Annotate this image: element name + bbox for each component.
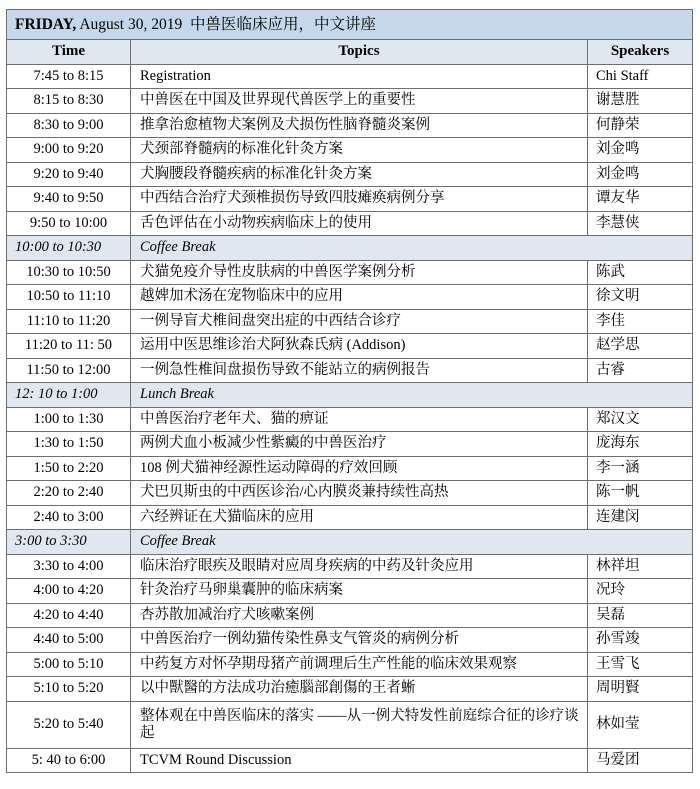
time-cell: 5:10 to 5:20 — [7, 677, 131, 702]
time-cell: 1:50 to 2:20 — [7, 456, 131, 481]
time-cell: 2:40 to 3:00 — [7, 505, 131, 530]
time-cell: 11:50 to 12:00 — [7, 358, 131, 383]
time-cell: 7:45 to 8:15 — [7, 64, 131, 89]
topic-cell: 针灸治疗马卵巢囊肿的临床病案 — [131, 579, 588, 604]
speaker-cell: 林如莹 — [588, 701, 693, 748]
topic-cell: 越婢加术汤在宠物临床中的应用 — [131, 285, 588, 310]
session-row — [7, 652, 693, 677]
session-row — [7, 285, 693, 310]
session-row — [7, 260, 693, 285]
break-label: Coffee Break — [131, 530, 693, 555]
session-row — [7, 554, 693, 579]
speaker-cell: 刘金鸣 — [588, 162, 693, 187]
session-row — [7, 481, 693, 506]
speaker-cell: 古睿 — [588, 358, 693, 383]
title-date: August 30, 2019 — [76, 16, 183, 33]
speaker-cell: 谭友华 — [588, 187, 693, 212]
time-cell: 3:30 to 4:00 — [7, 554, 131, 579]
session-row — [7, 211, 693, 236]
time-cell: 2:20 to 2:40 — [7, 481, 131, 506]
schedule-title-row — [7, 10, 693, 40]
time-cell: 5:00 to 5:10 — [7, 652, 131, 677]
speaker-cell: 何静荣 — [588, 113, 693, 138]
topic-cell: 犬胸腰段脊髓疾病的标准化针灸方案 — [131, 162, 588, 187]
schedule-title — [7, 10, 693, 40]
break-label: Coffee Break — [131, 236, 693, 261]
topic-cell: TCVM Round Discussion — [131, 748, 588, 773]
time-cell: 12: 10 to 1:00 — [7, 383, 131, 408]
speaker-cell: 谢慧胜 — [588, 89, 693, 114]
title-day: FRIDAY, — [15, 16, 77, 33]
time-cell: 9:20 to 9:40 — [7, 162, 131, 187]
time-cell: 5: 40 to 6:00 — [7, 748, 131, 773]
topic-cell: 杏苏散加减治疗犬咳嗽案例 — [131, 603, 588, 628]
schedule-body — [7, 10, 693, 773]
session-row — [7, 358, 693, 383]
time-cell: 9:40 to 9:50 — [7, 187, 131, 212]
speaker-cell: 周明賢 — [588, 677, 693, 702]
topic-cell: 中西结合治疗犬颈椎损伤导致四肢瘫痪病例分享 — [131, 187, 588, 212]
time-cell: 3:00 to 3:30 — [7, 530, 131, 555]
session-row — [7, 64, 693, 89]
time-cell: 10:30 to 10:50 — [7, 260, 131, 285]
title-subject: 中兽医临床应用，中文讲座 — [190, 16, 377, 33]
column-header-topics: Topics — [131, 40, 588, 65]
speaker-cell: 刘金鸣 — [588, 138, 693, 163]
session-row — [7, 505, 693, 530]
session-row — [7, 162, 693, 187]
topic-cell: 犬猫免疫介导性皮肤病的中兽医学案例分析 — [131, 260, 588, 285]
time-cell: 5:20 to 5:40 — [7, 701, 131, 748]
time-cell: 4:00 to 4:20 — [7, 579, 131, 604]
session-row — [7, 432, 693, 457]
topic-cell: 一例急性椎间盘损伤导致不能站立的病例报告 — [131, 358, 588, 383]
time-cell: 11:20 to 11: 50 — [7, 334, 131, 359]
time-cell: 10:50 to 11:10 — [7, 285, 131, 310]
topic-cell: 犬巴贝斯虫的中西医诊治/心内膜炎兼持续性高热 — [131, 481, 588, 506]
speaker-cell: 徐文明 — [588, 285, 693, 310]
topic-cell: 临床治疗眼疾及眼睛对应周身疾病的中药及针灸应用 — [131, 554, 588, 579]
topic-cell: 犬颈部脊髓病的标准化针灸方案 — [131, 138, 588, 163]
speaker-cell: 赵学思 — [588, 334, 693, 359]
topic-cell: 一例导盲犬椎间盘突出症的中西结合诊疗 — [131, 309, 588, 334]
speaker-cell: 李一涵 — [588, 456, 693, 481]
topic-cell: 舌色评估在小动物疾病临床上的使用 — [131, 211, 588, 236]
speaker-cell: 吴磊 — [588, 603, 693, 628]
topic-cell: 整体观在中兽医临床的落实 ——从一例犬特发性前庭综合征的诊疗谈起 — [131, 701, 588, 748]
speaker-cell: 郑汉文 — [588, 407, 693, 432]
column-header-time: Time — [7, 40, 131, 65]
time-cell: 9:50 to 10:00 — [7, 211, 131, 236]
session-row — [7, 334, 693, 359]
speaker-cell: Chi Staff — [588, 64, 693, 89]
topic-cell: 中药复方对怀孕期母猪产前调理后生产性能的临床效果观察 — [131, 652, 588, 677]
session-row — [7, 113, 693, 138]
session-row — [7, 628, 693, 653]
topic-cell: 以中獸醫的方法成功治癒腦部創傷的王者蜥 — [131, 677, 588, 702]
time-cell: 4:20 to 4:40 — [7, 603, 131, 628]
speaker-cell: 王雪飞 — [588, 652, 693, 677]
time-cell: 11:10 to 11:20 — [7, 309, 131, 334]
time-cell: 1:00 to 1:30 — [7, 407, 131, 432]
time-cell: 8:15 to 8:30 — [7, 89, 131, 114]
topic-cell: 六经辨证在犬猫临床的应用 — [131, 505, 588, 530]
break-label: Lunch Break — [131, 383, 693, 408]
topic-cell: Registration — [131, 64, 588, 89]
time-cell: 9:00 to 9:20 — [7, 138, 131, 163]
session-row — [7, 407, 693, 432]
topic-cell: 推拿治愈植物犬案例及犬损伤性脑脊髓炎案例 — [131, 113, 588, 138]
time-cell: 4:40 to 5:00 — [7, 628, 131, 653]
time-cell: 1:30 to 1:50 — [7, 432, 131, 457]
session-row — [7, 748, 693, 773]
break-row — [7, 530, 693, 555]
time-cell: 10:00 to 10:30 — [7, 236, 131, 261]
column-header-row — [7, 40, 693, 65]
speaker-cell: 庞海东 — [588, 432, 693, 457]
session-row — [7, 89, 693, 114]
time-cell: 8:30 to 9:00 — [7, 113, 131, 138]
session-row — [7, 456, 693, 481]
session-row — [7, 309, 693, 334]
session-row — [7, 187, 693, 212]
speaker-cell: 林祥坦 — [588, 554, 693, 579]
speaker-cell: 孙雪竣 — [588, 628, 693, 653]
speaker-cell: 李佳 — [588, 309, 693, 334]
session-row — [7, 701, 693, 748]
column-header-speakers: Speakers — [588, 40, 693, 65]
session-row — [7, 677, 693, 702]
speaker-cell: 李慧侠 — [588, 211, 693, 236]
speaker-cell: 陈一帆 — [588, 481, 693, 506]
session-row — [7, 579, 693, 604]
schedule-table — [6, 9, 693, 773]
topic-cell: 中兽医治疗老年犬、猫的痹证 — [131, 407, 588, 432]
topic-cell: 中兽医治疗一例幼猫传染性鼻支气管炎的病例分析 — [131, 628, 588, 653]
topic-cell: 中兽医在中国及世界现代兽医学上的重要性 — [131, 89, 588, 114]
topic-cell: 运用中医思维诊治犬阿狄森氏病 (Addison) — [131, 334, 588, 359]
speaker-cell: 陈武 — [588, 260, 693, 285]
session-row — [7, 138, 693, 163]
speaker-cell: 马爱团 — [588, 748, 693, 773]
speaker-cell: 况玲 — [588, 579, 693, 604]
session-row — [7, 603, 693, 628]
break-row — [7, 236, 693, 261]
speaker-cell: 连建闵 — [588, 505, 693, 530]
topic-cell: 108 例犬猫神经源性运动障碍的疗效回顾 — [131, 456, 588, 481]
topic-cell: 两例犬血小板减少性紫癜的中兽医治疗 — [131, 432, 588, 457]
break-row — [7, 383, 693, 408]
